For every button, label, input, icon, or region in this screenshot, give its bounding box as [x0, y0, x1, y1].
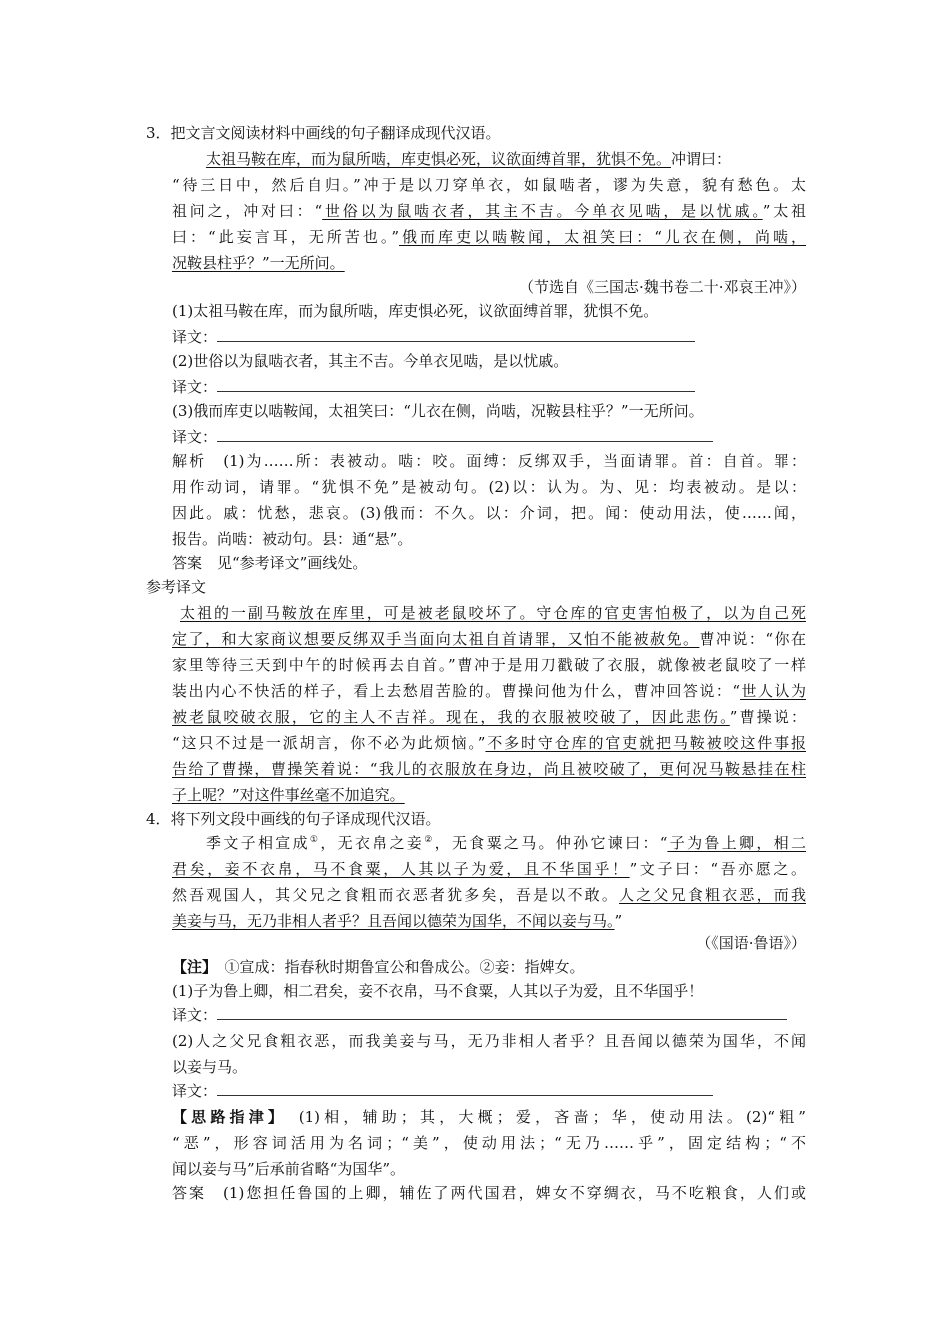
ref-line-8 — [172, 785, 405, 805]
ref-line-5: 被老鼠咬破衣服，它的主人不吉祥。现在，我的衣服被咬破了，因此悲伤。”曹操说： — [172, 708, 806, 726]
q3-translation-field-2[interactable]: 译文： — [172, 377, 695, 397]
q3-passage-line-4: 曰：“此妄言耳，无所苦也。”俄而库吏以啮鞍闻，太祖笑曰：“儿衣在侧，尚啮， — [172, 228, 806, 246]
q3-answer: 答案 见“参考译文”画线处。 — [172, 554, 368, 572]
q4-underline-1: 子为鲁上卿，相二 — [667, 834, 806, 852]
q4-source: （《国语·鲁语》） — [696, 934, 806, 952]
underlined-sentence-1: 太祖马鞍在库，而为鼠所啮，库吏惧必死，议欲面缚首罪，犹惧不免。 — [206, 150, 672, 168]
q4-sentence-2-line-1: (2)人之父兄食粗衣恶，而我美妾与马，无乃非相人者乎？且吾闻以德荣为国华，不闻 — [172, 1032, 806, 1050]
q4-passage-line-1: 季文子相宣成①，无衣帛之妾②，无食粟之马。仲孙它谏曰：“子为鲁上卿，相二 — [206, 834, 806, 852]
ref-line-7 — [172, 759, 806, 779]
q4-hint-line-2: “恶”，形容词活用为名词；“美”，使动用法；“无乃……乎”，固定结构；“不 — [172, 1134, 806, 1152]
q3-passage-line-1: 太祖马鞍在库，而为鼠所啮，库吏惧必死，议欲面缚首罪，犹惧不免。冲谓曰： — [206, 150, 732, 168]
q4-underline-2-cont: 美妾与马，无乃非相人者乎？且吾闻以德荣为国华，不闻以妾与马。 — [172, 912, 615, 930]
ref-underline-3: 世人认为 — [740, 682, 806, 700]
q3-passage-line-2: “待三日中，然后自归。”冲于是以刀穿单衣，如鼠啮者，谬为失意，貌有愁色。太 — [172, 176, 806, 194]
q4-passage-line-4: 美妾与马，无乃非相人者乎？且吾闻以德荣为国华，不闻以妾与马。” — [172, 912, 623, 930]
q4-answer: 答案 (1)您担任鲁国的上卿，辅佐了两代国君，婢女不穿绸衣，马不吃粮食，人们或 — [172, 1184, 806, 1202]
q4-hint-line-3: 闻以妾与马”后承前省略“为国华”。 — [172, 1160, 406, 1178]
q3-sentence-2: (2)世俗以为鼠啮衣者，其主不吉。今单衣见啮，是以忧戚。 — [172, 352, 569, 370]
q4-translation-field-2[interactable]: 译文： — [172, 1081, 713, 1101]
q3-sentence-1: (1)太祖马鞍在库，而为鼠所啮，库吏惧必死，议欲面缚首罪，犹惧不免。 — [172, 302, 659, 320]
q4-hint-line-1: 【思路指津】 (1)相，辅助；其，大概；爱，吝啬；华，使动用法。(2)“粗” — [172, 1108, 806, 1126]
q3-sentence-3: (3)俄而库吏以啮鞍闻，太祖笑曰：“儿衣在侧，尚啮，况鞍县柱乎？”一无所问。 — [172, 402, 704, 420]
ref-line-1 — [180, 603, 806, 623]
q3-passage-line-5 — [172, 253, 345, 273]
q3-passage-line-3: 祖问之，冲对曰：“世俗以为鼠啮衣者，其主不吉。今单衣见啮，是以忧戚。”太祖 — [172, 202, 807, 220]
underlined-sentence-2: 世俗以为鼠啮衣者，其主不吉。今单衣见啮，是以忧戚。 — [322, 202, 763, 220]
ref-underline-6: 告给了曹操，曹操笑着说：“我儿的衣服放在身边，尚且被咬破了，更何况马鞍悬挂在柱 — [172, 760, 806, 778]
q4-translation-field-1[interactable]: 译文： — [172, 1005, 787, 1025]
q4-sentence-2-line-2: 以妾与马。 — [172, 1058, 248, 1076]
q3-analysis-line-1: 解析 (1)为……所：表被动。啮：咬。面缚：反绑双手，当面请罪。首：自首。罪： — [172, 452, 806, 470]
ref-line-6: “这只不过是一派胡言，你不必为此烦恼。”不多时守仓库的官吏就把马鞍被咬这件事报 — [172, 734, 806, 752]
q4-sentence-1: (1)子为鲁上卿，相二君矣，妾不衣帛，马不食粟，人其以子为爱，且不华国乎！ — [172, 982, 704, 1000]
underlined-sentence-3: 俄而库吏以啮鞍闻，太祖笑曰：“儿衣在侧，尚啮， — [399, 228, 806, 246]
q4-note: 【注】 ①宣成：指春秋时期鲁宣公和鲁成公。②妾：指婢女。 — [172, 958, 585, 976]
ref-line-4: 装出内心不快活的样子，看上去愁眉苦脸的。曹操问他为什么，曹冲回答说：“世人认为 — [172, 682, 806, 700]
q4-prompt: 4．将下列文段中画线的句子译成现代汉语。 — [146, 810, 441, 828]
q4-passage-line-2: 君矣，妾不衣帛，马不食粟，人其以子为爱，且不华国乎！”文子曰：“吾亦愿之。 — [172, 860, 806, 878]
q4-underline-2: 人之父兄食粗衣恶，而我 — [619, 886, 806, 904]
ref-line-3: 家里等待三天到中午的时候再去自首。”曹冲于是用刀戳破了衣服，就像被老鼠咬了一样 — [172, 656, 806, 674]
reference-translation-title: 参考译文 — [146, 578, 207, 596]
q3-translation-field-1[interactable]: 译文： — [172, 327, 695, 347]
footnote-marker-1: ① — [309, 835, 321, 845]
q3-analysis-line-4: 报告。尚啮：被动句。县：通“悬”。 — [172, 530, 413, 548]
q3-prompt: 3．把文言文阅读材料中画线的句子翻译成现代汉语。 — [146, 124, 501, 142]
ref-line-2: 定了，和大家商议想要反绑双手当面向太祖自首请罪，又怕不能被赦免。曹冲说：“你在 — [172, 630, 806, 648]
footnote-marker-2: ② — [424, 835, 435, 845]
ref-underline-5: 不多时守仓库的官吏就把马鞍被咬这件事报 — [485, 734, 806, 752]
ref-underline-1: 太祖的一副马鞍放在库里，可是被老鼠咬坏了。守仓库的官吏害怕极了，以为自己死 — [180, 604, 806, 622]
q4-passage-line-3: 然吾观国人，其父兄之食粗而衣恶者犹多矣，吾是以不敢。人之父兄食粗衣恶，而我 — [172, 886, 806, 904]
q4-underline-1-cont: 君矣，妾不衣帛，马不食粟，人其以子为爱，且不华国乎！ — [172, 860, 630, 878]
q3-analysis-line-2: 用作动词，请罪。“犹惧不免”是被动句。(2)以：认为。为、见：均表被动。是以： — [172, 478, 806, 496]
underlined-sentence-3-cont: 况鞍县柱乎？”一无所问。 — [172, 254, 345, 272]
q3-analysis-line-3: 因此。戚：忧愁，悲哀。(3)俄而：不久。以：介词，把。闻：使动用法，使……闻， — [172, 504, 806, 522]
ref-underline-4: 被老鼠咬破衣服，它的主人不吉祥。现在，我的衣服被咬破了，因此悲伤。 — [172, 708, 730, 726]
ref-underline-2: 定了，和大家商议想要反绑双手当面向太祖自首请罪，又怕不能被赦免。 — [172, 630, 700, 648]
q3-translation-field-3[interactable]: 译文： — [172, 427, 713, 447]
ref-underline-7: 子上呢？”对这件事丝毫不加追究。 — [172, 786, 405, 804]
q3-source: （节选自《三国志·魏书卷二十·邓哀王冲》） — [518, 278, 806, 296]
